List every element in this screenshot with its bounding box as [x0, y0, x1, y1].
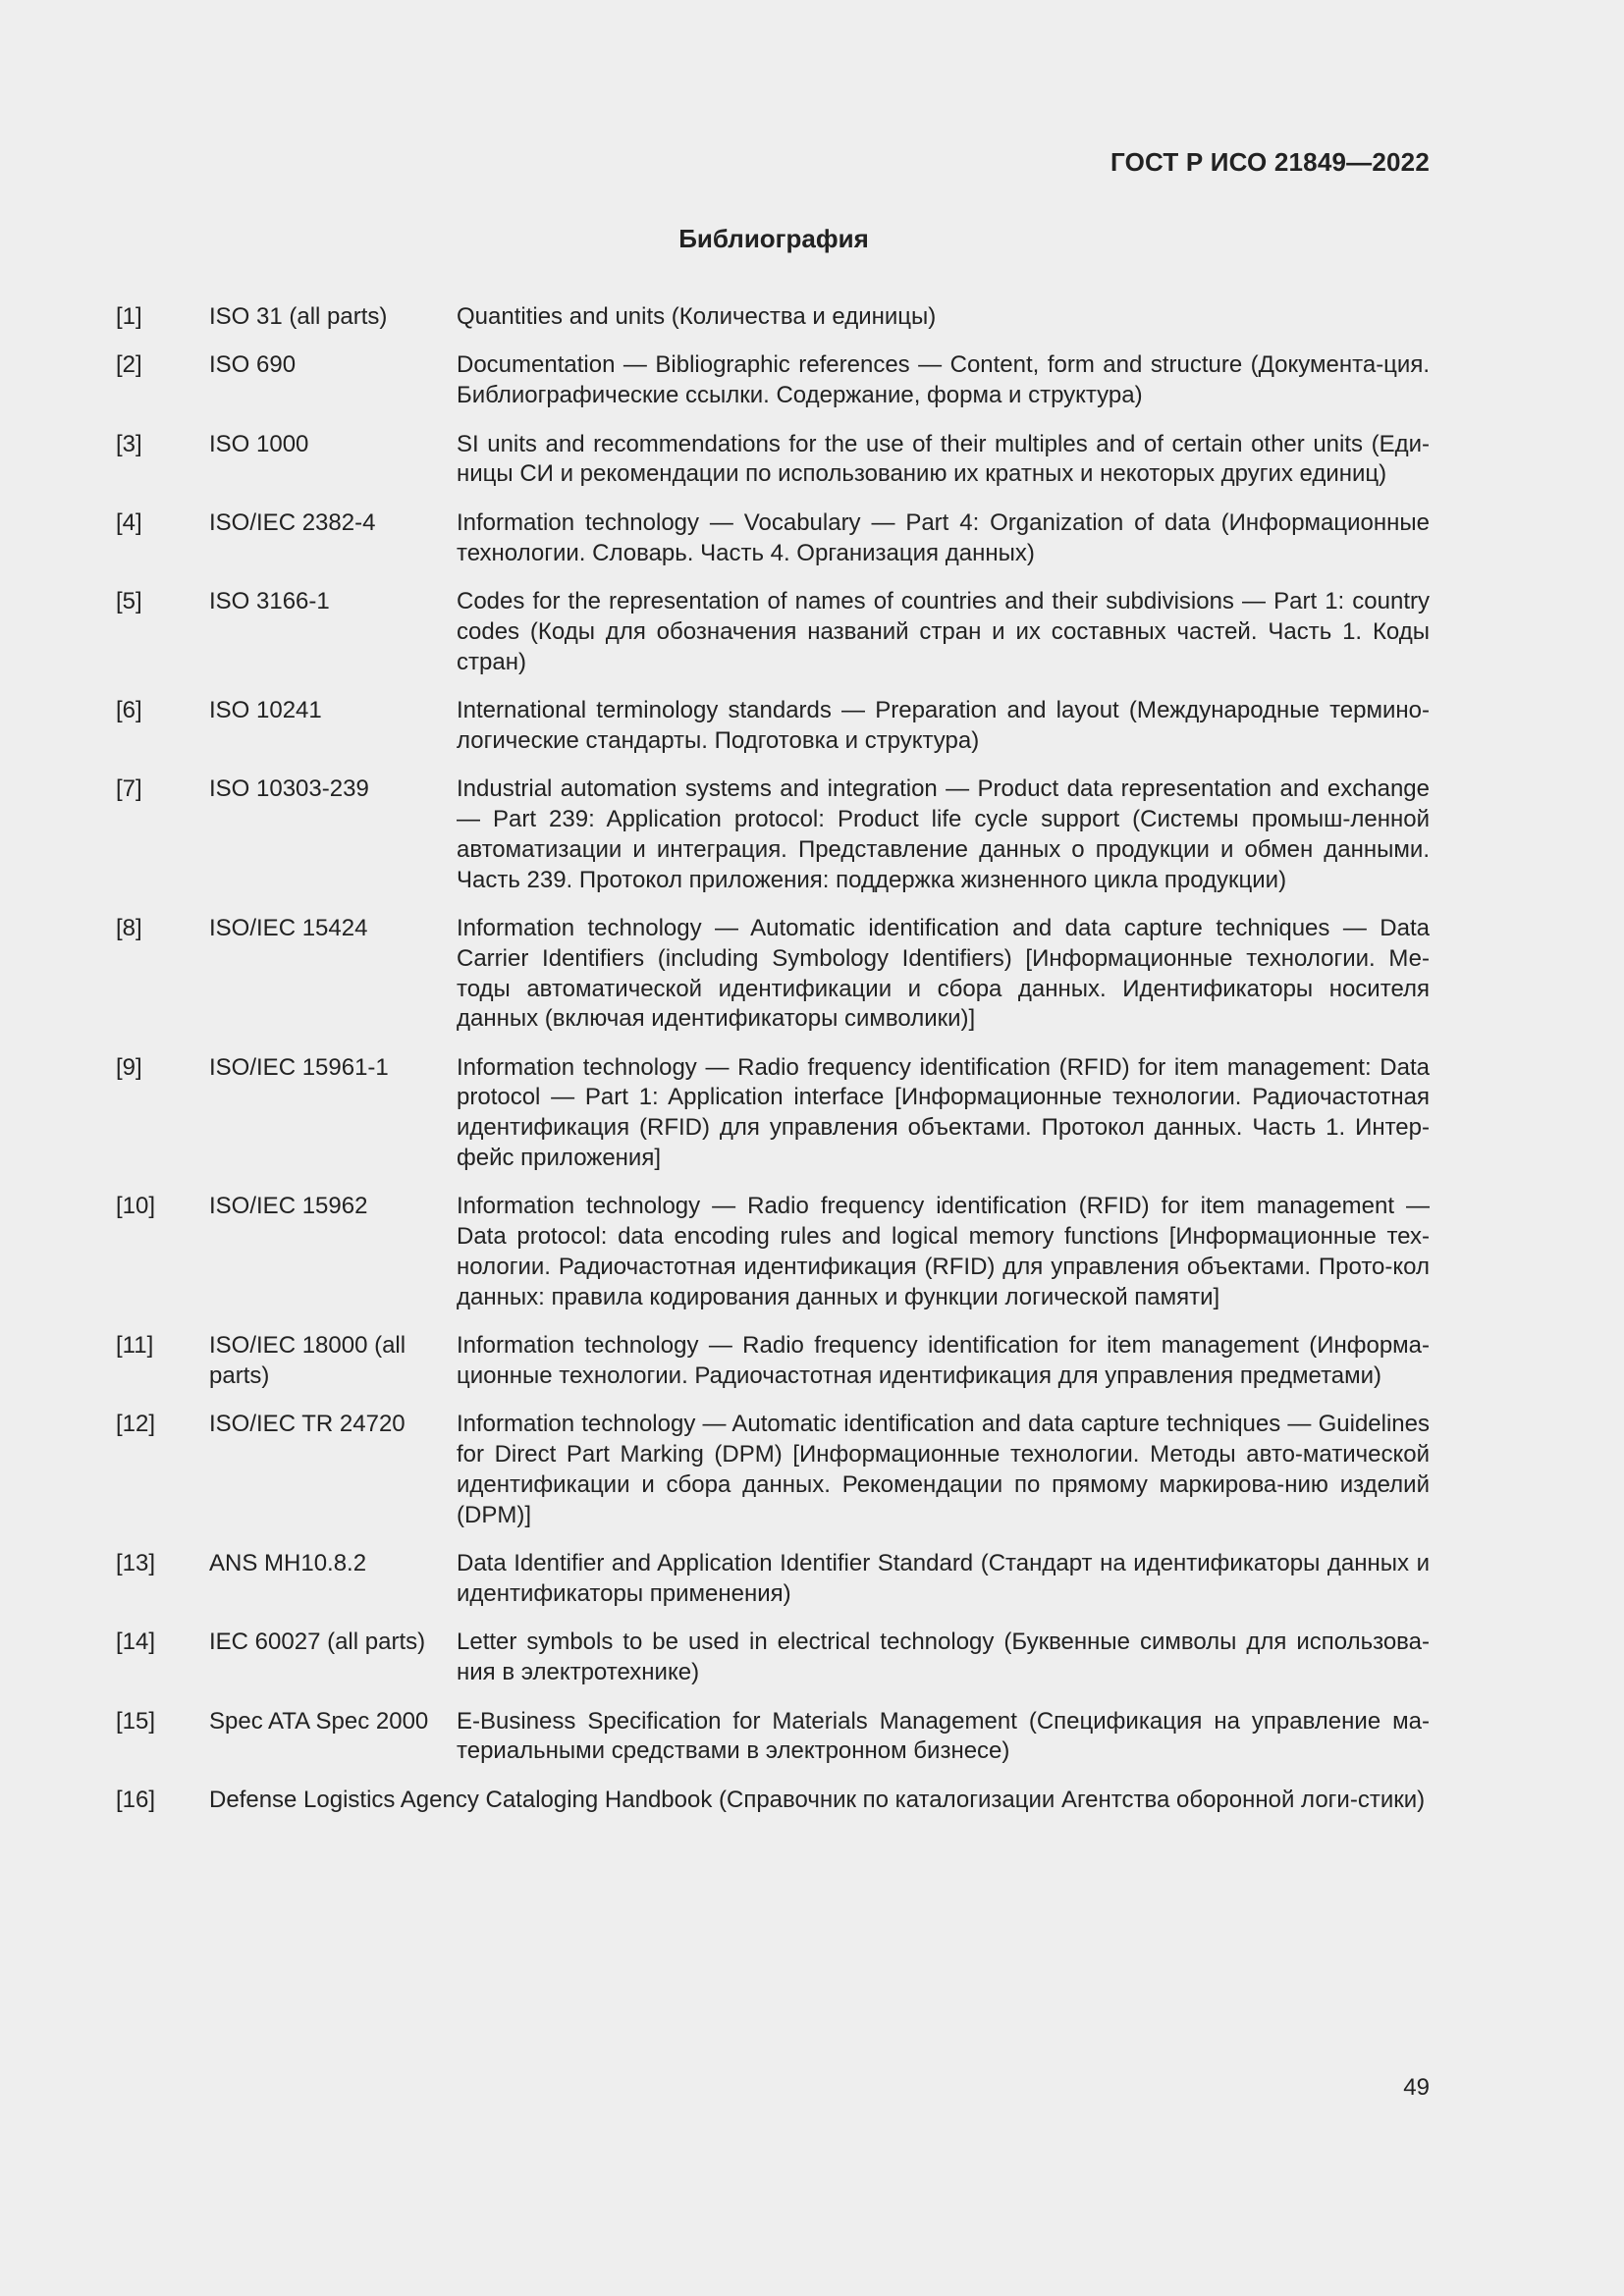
bib-entry [116, 914, 1430, 1035]
bib-entry-code: ANS MH10.8.2 [209, 1550, 367, 1577]
bib-entry-number: [13] [116, 1550, 156, 1577]
bib-entry [116, 350, 1430, 411]
bib-entry-description: Quantities and units (Количества и единицы) [457, 303, 937, 330]
bib-entry [116, 1707, 1430, 1768]
bib-entry-code: ISO/IEC 18000 (all parts) [209, 1332, 406, 1390]
bib-entry-number: [11] [116, 1332, 154, 1360]
bib-entry-description: Information technology — Radio frequency identification (RFID) for item management: Data protocol — Part 1: Application interface [Информационные технологии. Радиочастотная идентификация (RFID) для управления объектами. Протокол данных. Часть 1. Интер-фейс приложения] [457, 1053, 1430, 1172]
bib-entry-number: [5] [116, 587, 142, 614]
bib-entry-description: Data Identifier and Application Identifier Standard (Стандарт на идентификаторы данных и идентификаторы применения) [457, 1550, 1430, 1608]
bib-entry [116, 1549, 1430, 1610]
bib-entry-description: Information technology — Automatic identification and data capture techniques — Guidelines for Direct Part Marking (DPM) [Информационные технологии. Методы авто-матической идентификации и сбора данных. Рекомендации по прямому маркирова-нию изделий (DPM)] [457, 1411, 1430, 1528]
bib-entry-description: Documentation — Bibliographic references — Content, form and structure (Документа-ция. Библиографические ссылки. Содержание, форма и структура) [457, 351, 1430, 409]
bib-entry-description: International terminology standards — Preparation and layout (Международные термино-логические стандарты. Подготовка и структура) [457, 696, 1430, 754]
bib-entry-description: Defense Logistics Agency Cataloging Handbook (Справочник по каталогизации Агентства оборонной логи-стики) [209, 1786, 1426, 1813]
bib-entry [116, 1331, 1430, 1392]
bib-entry-description: Information technology — Vocabulary — Part 4: Organization of data (Информационные технологии. Словарь. Часть 4. Организация данных) [457, 508, 1430, 566]
bib-entry [116, 430, 1430, 491]
bib-entry-code: ISO/IEC 15424 [209, 914, 368, 941]
bib-entry-description: Information technology — Radio frequency identification (RFID) for item management — Data protocol: data encoding rules and logical memory functions [Информационные тех-нологии. Радиочастотная идентификация (RFID) для управления объектами. Прото-кол данных: правила кодирования данных и функции логической памяти] [457, 1193, 1430, 1310]
bib-entry-number: [2] [116, 351, 142, 379]
bib-entry [116, 587, 1430, 677]
bib-entry-code: ISO/IEC 2382-4 [209, 508, 376, 536]
bib-entry-description: Information technology — Radio frequency identification for item management (Информа-ционные технологии. Радиочастотная идентификация для управления предметами) [457, 1332, 1430, 1390]
bib-entry-number: [14] [116, 1629, 156, 1656]
bib-entry [116, 508, 1430, 569]
section-title: Библиография [678, 224, 869, 253]
bib-entry-number: [9] [116, 1053, 142, 1081]
bib-entry-code: Spec ATA Spec 2000 [209, 1707, 429, 1735]
bib-entry-number: [3] [116, 430, 142, 457]
bib-entry-code: ISO 3166-1 [209, 587, 330, 614]
bib-entry-number: [7] [116, 775, 142, 803]
bib-entry [116, 302, 1430, 333]
bib-entry-number: [4] [116, 508, 142, 536]
bib-entry-description: Codes for the representation of names of countries and their subdivisions — Part 1: country codes (Коды для обозначения названий стран и их составных частей. Часть 1. Коды стран) [457, 587, 1430, 675]
bib-entry-code: ISO 31 (all parts) [209, 303, 388, 330]
bib-entry-number: [15] [116, 1707, 156, 1735]
bib-entry-number: [10] [116, 1193, 156, 1220]
bib-entry-number: [12] [116, 1411, 156, 1438]
bib-entry-code: ISO 1000 [209, 430, 309, 457]
page-number: 49 [1403, 2074, 1430, 2101]
bib-entry-code: ISO 10303-239 [209, 775, 369, 803]
bib-entry-number: [8] [116, 914, 142, 941]
bib-entry [116, 1192, 1430, 1312]
bib-entry-number: [16] [116, 1786, 156, 1813]
bib-entry-code: ISO 10241 [209, 696, 322, 723]
bib-entry-code: ISO/IEC TR 24720 [209, 1411, 406, 1438]
bib-entry [116, 1410, 1430, 1530]
bib-entry [116, 1053, 1430, 1174]
bib-entry [116, 1786, 1430, 1816]
bib-entry-description: SI units and recommendations for the use of their multiples and of certain other units (Еди-ницы СИ и рекомендации по использованию их кратных и некоторых других единиц) [457, 430, 1430, 488]
bib-entry-description: E-Business Specification for Materials Management (Спецификация на управление ма-териальными средствами в электронном бизнесе) [457, 1707, 1430, 1765]
bib-entry-code: IEC 60027 (all parts) [209, 1629, 426, 1656]
bib-entry-description: Information technology — Automatic identification and data capture techniques — Data Carrier Identifiers (including Symbology Identifiers) [Информационные технологии. Ме-тоды автоматической идентификации и сбора данных. Идентификаторы носителя данных (включая идентификаторы символики)] [457, 914, 1430, 1033]
bib-entry-description: Letter symbols to be used in electrical technology (Буквенные символы для использова-ния в электротехнике) [457, 1629, 1430, 1686]
bib-entry-number: [1] [116, 303, 142, 330]
bib-entry-description: Industrial automation systems and integration — Product data representation and exchange — Part 239: Application protocol: Product life cycle support (Системы промыш-ленной автоматизации и интеграция. Представление данных о продукции и обмен данными. Часть 239. Протокол приложения: поддержка жизненного цикла продукции) [457, 775, 1430, 893]
document-standard-header: ГОСТ Р ИСО 21849—2022 [1110, 147, 1430, 177]
bib-entry [116, 1628, 1430, 1688]
bib-entry [116, 774, 1430, 895]
bib-entry-code: ISO/IEC 15962 [209, 1193, 368, 1220]
bib-entry [116, 696, 1430, 757]
bib-entry-code: ISO/IEC 15961-1 [209, 1053, 389, 1081]
bib-entry-number: [6] [116, 696, 142, 723]
bib-entry-code: ISO 690 [209, 351, 297, 379]
bibliography-list [116, 302, 1430, 1834]
